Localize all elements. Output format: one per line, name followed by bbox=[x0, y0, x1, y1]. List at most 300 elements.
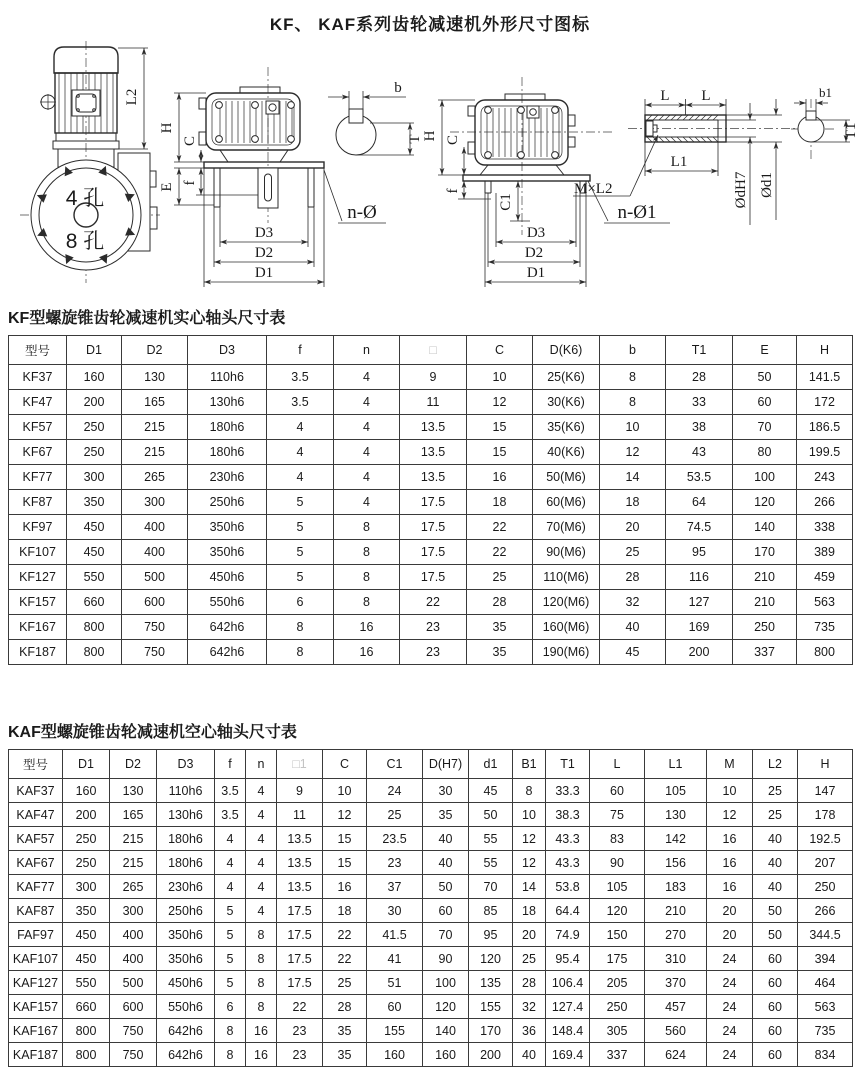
value-cell: 60 bbox=[753, 995, 798, 1019]
kaf-gearbox-side-view bbox=[422, 77, 670, 287]
value-cell: 370 bbox=[645, 971, 707, 995]
value-cell: 4 bbox=[215, 827, 246, 851]
value-cell: 165 bbox=[122, 390, 188, 415]
dim-h-label: H bbox=[159, 122, 175, 134]
value-cell: 563 bbox=[798, 995, 853, 1019]
value-cell: 350h6 bbox=[188, 515, 267, 540]
value-cell: 550h6 bbox=[157, 995, 215, 1019]
value-cell: 35 bbox=[323, 1043, 367, 1067]
table-row bbox=[9, 515, 853, 540]
value-cell: 4 bbox=[246, 851, 277, 875]
value-cell: 10 bbox=[600, 415, 666, 440]
value-cell: 90(M6) bbox=[533, 540, 600, 565]
table-row bbox=[9, 415, 853, 440]
value-cell: 8 bbox=[267, 640, 334, 665]
value-cell: 22 bbox=[277, 995, 323, 1019]
dim-d3-label: D3 bbox=[526, 225, 546, 241]
value-cell: 28 bbox=[513, 971, 546, 995]
value-cell: 210 bbox=[733, 565, 797, 590]
value-cell: 450h6 bbox=[157, 971, 215, 995]
value-cell: 250 bbox=[63, 851, 110, 875]
value-cell: 28 bbox=[600, 565, 666, 590]
value-cell: 60 bbox=[753, 947, 798, 971]
value-cell: 660 bbox=[67, 590, 122, 615]
table-row bbox=[9, 490, 853, 515]
value-cell: 40 bbox=[423, 827, 469, 851]
value-cell: 4 bbox=[334, 415, 400, 440]
value-cell: 20 bbox=[513, 923, 546, 947]
value-cell: 8 bbox=[334, 590, 400, 615]
model-cell: KF167 bbox=[9, 615, 67, 640]
value-cell: 215 bbox=[122, 415, 188, 440]
value-cell: 147 bbox=[798, 779, 853, 803]
flange-holes-8-label: 8 孔 bbox=[65, 230, 105, 253]
value-cell: 74.9 bbox=[546, 923, 590, 947]
value-cell: 100 bbox=[423, 971, 469, 995]
value-cell: 116 bbox=[666, 565, 733, 590]
value-cell: 4 bbox=[215, 851, 246, 875]
dim-d3-label: D3 bbox=[254, 225, 274, 241]
value-cell: 266 bbox=[798, 899, 853, 923]
value-cell: 127 bbox=[666, 590, 733, 615]
value-cell: 45 bbox=[600, 640, 666, 665]
value-cell: 250 bbox=[733, 615, 797, 640]
column-header: □ bbox=[400, 336, 467, 365]
value-cell: 9 bbox=[277, 779, 323, 803]
value-cell: 170 bbox=[733, 540, 797, 565]
value-cell: 800 bbox=[63, 1019, 110, 1043]
column-header: L bbox=[590, 750, 645, 779]
value-cell: 18 bbox=[600, 490, 666, 515]
column-header: D2 bbox=[122, 336, 188, 365]
value-cell: 9 bbox=[400, 365, 467, 390]
value-cell: 120 bbox=[423, 995, 469, 1019]
table-row bbox=[9, 923, 853, 947]
column-header: M bbox=[707, 750, 753, 779]
value-cell: 800 bbox=[797, 640, 853, 665]
column-header: f bbox=[267, 336, 334, 365]
value-cell: 106.4 bbox=[546, 971, 590, 995]
value-cell: 660 bbox=[63, 995, 110, 1019]
value-cell: 160 bbox=[67, 365, 122, 390]
value-cell: 50 bbox=[753, 899, 798, 923]
column-header: E bbox=[733, 336, 797, 365]
table-row bbox=[9, 540, 853, 565]
value-cell: 30 bbox=[367, 899, 423, 923]
value-cell: 24 bbox=[707, 971, 753, 995]
column-header: D(K6) bbox=[533, 336, 600, 365]
value-cell: 450h6 bbox=[188, 565, 267, 590]
value-cell: 135 bbox=[469, 971, 513, 995]
dimension-diagram bbox=[8, 35, 860, 303]
value-cell: 15 bbox=[323, 827, 367, 851]
value-cell: 5 bbox=[267, 490, 334, 515]
value-cell: 23.5 bbox=[367, 827, 423, 851]
value-cell: 750 bbox=[122, 640, 188, 665]
dim-n-phi1-label: n-Ø1 bbox=[617, 202, 657, 223]
value-cell: 250 bbox=[67, 440, 122, 465]
value-cell: 200 bbox=[469, 1043, 513, 1067]
value-cell: 550 bbox=[63, 971, 110, 995]
value-cell: 141.5 bbox=[797, 365, 853, 390]
value-cell: 15 bbox=[323, 851, 367, 875]
model-cell: KAF67 bbox=[9, 851, 63, 875]
model-cell: KF127 bbox=[9, 565, 67, 590]
value-cell: 230h6 bbox=[157, 875, 215, 899]
kf-table-title: KF型螺旋锥齿轮减速机实心轴头尺寸表 bbox=[8, 310, 286, 327]
value-cell: 12 bbox=[600, 440, 666, 465]
model-cell: KF107 bbox=[9, 540, 67, 565]
dim-f-label: f bbox=[445, 188, 461, 194]
value-cell: 160 bbox=[423, 1043, 469, 1067]
value-cell: 95 bbox=[666, 540, 733, 565]
value-cell: 60 bbox=[423, 899, 469, 923]
value-cell: 3.5 bbox=[267, 365, 334, 390]
value-cell: 4 bbox=[246, 875, 277, 899]
value-cell: 110(M6) bbox=[533, 565, 600, 590]
value-cell: 148.4 bbox=[546, 1019, 590, 1043]
table-row bbox=[9, 899, 853, 923]
value-cell: 23 bbox=[367, 851, 423, 875]
value-cell: 110h6 bbox=[188, 365, 267, 390]
value-cell: 250 bbox=[67, 415, 122, 440]
value-cell: 400 bbox=[122, 540, 188, 565]
value-cell: 12 bbox=[513, 827, 546, 851]
value-cell: 200 bbox=[666, 640, 733, 665]
page-title: KF、 KAF系列齿轮减速机外形尺寸图标 bbox=[269, 15, 591, 34]
table-row bbox=[9, 640, 853, 665]
value-cell: 35 bbox=[467, 615, 533, 640]
value-cell: 60 bbox=[753, 1019, 798, 1043]
value-cell: 394 bbox=[798, 947, 853, 971]
value-cell: 200 bbox=[63, 803, 110, 827]
value-cell: 55 bbox=[469, 851, 513, 875]
dim-c-label: C bbox=[182, 135, 198, 147]
value-cell: 55 bbox=[469, 827, 513, 851]
value-cell: 16 bbox=[467, 465, 533, 490]
value-cell: 25(K6) bbox=[533, 365, 600, 390]
table-row bbox=[9, 365, 853, 390]
value-cell: 205 bbox=[590, 971, 645, 995]
value-cell: 8 bbox=[600, 390, 666, 415]
value-cell: 338 bbox=[797, 515, 853, 540]
table-row bbox=[9, 947, 853, 971]
value-cell: 4 bbox=[267, 440, 334, 465]
value-cell: 120 bbox=[733, 490, 797, 515]
value-cell: 10 bbox=[513, 803, 546, 827]
model-cell: KAF47 bbox=[9, 803, 63, 827]
value-cell: 180h6 bbox=[157, 827, 215, 851]
value-cell: 344.5 bbox=[798, 923, 853, 947]
dim-c-label: C bbox=[445, 134, 461, 146]
value-cell: 30(K6) bbox=[533, 390, 600, 415]
value-cell: 175 bbox=[590, 947, 645, 971]
value-cell: 4 bbox=[334, 390, 400, 415]
value-cell: 210 bbox=[645, 899, 707, 923]
value-cell: 40 bbox=[753, 875, 798, 899]
value-cell: 43.3 bbox=[546, 827, 590, 851]
value-cell: 13.5 bbox=[277, 875, 323, 899]
value-cell: 17.5 bbox=[400, 565, 467, 590]
value-cell: 180h6 bbox=[157, 851, 215, 875]
model-cell: KAF127 bbox=[9, 971, 63, 995]
table-row bbox=[9, 875, 853, 899]
column-header: B1 bbox=[513, 750, 546, 779]
value-cell: 400 bbox=[110, 947, 157, 971]
value-cell: 33 bbox=[666, 390, 733, 415]
value-cell: 160 bbox=[367, 1043, 423, 1067]
value-cell: 18 bbox=[323, 899, 367, 923]
value-cell: 10 bbox=[467, 365, 533, 390]
value-cell: 4 bbox=[267, 415, 334, 440]
value-cell: 4 bbox=[246, 779, 277, 803]
value-cell: 16 bbox=[246, 1043, 277, 1067]
value-cell: 215 bbox=[122, 440, 188, 465]
value-cell: 8 bbox=[513, 779, 546, 803]
kf-dimension-table bbox=[8, 335, 853, 665]
value-cell: 17.5 bbox=[400, 540, 467, 565]
kaf-dimension-table bbox=[8, 749, 853, 1067]
value-cell: 169.4 bbox=[546, 1043, 590, 1067]
value-cell: 215 bbox=[110, 851, 157, 875]
value-cell: 50 bbox=[469, 803, 513, 827]
hollow-shaft-view bbox=[573, 88, 798, 225]
value-cell: 243 bbox=[797, 465, 853, 490]
table-row bbox=[9, 971, 853, 995]
model-cell: KF37 bbox=[9, 365, 67, 390]
value-cell: 16 bbox=[334, 640, 400, 665]
value-cell: 5 bbox=[215, 971, 246, 995]
value-cell: 160(M6) bbox=[533, 615, 600, 640]
value-cell: 22 bbox=[323, 923, 367, 947]
value-cell: 70 bbox=[469, 875, 513, 899]
value-cell: 13.5 bbox=[400, 440, 467, 465]
value-cell: 18 bbox=[513, 899, 546, 923]
column-header: H bbox=[797, 336, 853, 365]
value-cell: 64 bbox=[666, 490, 733, 515]
value-cell: 180h6 bbox=[188, 440, 267, 465]
value-cell: 16 bbox=[323, 875, 367, 899]
value-cell: 25 bbox=[513, 947, 546, 971]
value-cell: 600 bbox=[122, 590, 188, 615]
table-row bbox=[9, 803, 853, 827]
value-cell: 25 bbox=[467, 565, 533, 590]
value-cell: 300 bbox=[67, 465, 122, 490]
value-cell: 100 bbox=[733, 465, 797, 490]
value-cell: 80 bbox=[733, 440, 797, 465]
value-cell: 8 bbox=[246, 971, 277, 995]
value-cell: 22 bbox=[467, 515, 533, 540]
table-row bbox=[9, 1019, 853, 1043]
value-cell: 5 bbox=[215, 947, 246, 971]
value-cell: 4 bbox=[267, 465, 334, 490]
value-cell: 28 bbox=[323, 995, 367, 1019]
value-cell: 22 bbox=[400, 590, 467, 615]
model-cell: KAF107 bbox=[9, 947, 63, 971]
value-cell: 250h6 bbox=[188, 490, 267, 515]
model-cell: KAF87 bbox=[9, 899, 63, 923]
model-cell: KAF37 bbox=[9, 779, 63, 803]
value-cell: 750 bbox=[122, 615, 188, 640]
value-cell: 13.5 bbox=[400, 415, 467, 440]
value-cell: 4 bbox=[334, 490, 400, 515]
value-cell: 16 bbox=[246, 1019, 277, 1043]
value-cell: 24 bbox=[707, 1019, 753, 1043]
value-cell: 266 bbox=[797, 490, 853, 515]
value-cell: 250h6 bbox=[157, 899, 215, 923]
column-header: D2 bbox=[110, 750, 157, 779]
dim-l-right-label: L bbox=[701, 88, 711, 104]
value-cell: 105 bbox=[590, 875, 645, 899]
value-cell: 60 bbox=[733, 390, 797, 415]
value-cell: 22 bbox=[467, 540, 533, 565]
value-cell: 33.3 bbox=[546, 779, 590, 803]
solid-shaft-section bbox=[328, 80, 423, 155]
table-row bbox=[9, 390, 853, 415]
value-cell: 155 bbox=[469, 995, 513, 1019]
value-cell: 13.5 bbox=[277, 827, 323, 851]
value-cell: 4 bbox=[246, 827, 277, 851]
value-cell: 75 bbox=[590, 803, 645, 827]
value-cell: 140 bbox=[733, 515, 797, 540]
value-cell: 120(M6) bbox=[533, 590, 600, 615]
value-cell: 160 bbox=[63, 779, 110, 803]
value-cell: 11 bbox=[400, 390, 467, 415]
value-cell: 32 bbox=[513, 995, 546, 1019]
value-cell: 60 bbox=[753, 971, 798, 995]
dim-d2-label: D2 bbox=[524, 245, 544, 261]
model-cell: KAF187 bbox=[9, 1043, 63, 1067]
model-cell: KAF167 bbox=[9, 1019, 63, 1043]
value-cell: 35 bbox=[423, 803, 469, 827]
value-cell: 50(M6) bbox=[533, 465, 600, 490]
value-cell: 60 bbox=[753, 1043, 798, 1067]
value-cell: 500 bbox=[122, 565, 188, 590]
value-cell: 90 bbox=[590, 851, 645, 875]
value-cell: 16 bbox=[334, 615, 400, 640]
value-cell: 16 bbox=[707, 875, 753, 899]
model-cell: FAF97 bbox=[9, 923, 63, 947]
value-cell: 8 bbox=[334, 515, 400, 540]
table-row bbox=[9, 590, 853, 615]
column-header: f bbox=[215, 750, 246, 779]
value-cell: 14 bbox=[513, 875, 546, 899]
value-cell: 32 bbox=[600, 590, 666, 615]
value-cell: 5 bbox=[267, 540, 334, 565]
value-cell: 563 bbox=[797, 590, 853, 615]
table-row bbox=[9, 565, 853, 590]
table-row bbox=[9, 440, 853, 465]
value-cell: 642h6 bbox=[157, 1019, 215, 1043]
value-cell: 192.5 bbox=[798, 827, 853, 851]
value-cell: 130 bbox=[645, 803, 707, 827]
dim-b1-label: b1 bbox=[819, 85, 832, 100]
value-cell: 600 bbox=[110, 995, 157, 1019]
value-cell: 5 bbox=[215, 923, 246, 947]
value-cell: 350h6 bbox=[157, 947, 215, 971]
value-cell: 350 bbox=[63, 899, 110, 923]
value-cell: 37 bbox=[367, 875, 423, 899]
column-header: H bbox=[798, 750, 853, 779]
value-cell: 60 bbox=[590, 779, 645, 803]
value-cell: 40 bbox=[513, 1043, 546, 1067]
value-cell: 450 bbox=[63, 923, 110, 947]
hollow-shaft-section bbox=[791, 85, 859, 159]
value-cell: 43.3 bbox=[546, 851, 590, 875]
value-cell: 459 bbox=[797, 565, 853, 590]
kaf-table-title: KAF型螺旋锥齿轮减速机空心轴头尺寸表 bbox=[8, 724, 297, 741]
value-cell: 300 bbox=[110, 899, 157, 923]
value-cell: 45 bbox=[469, 779, 513, 803]
value-cell: 215 bbox=[110, 827, 157, 851]
model-cell: KAF57 bbox=[9, 827, 63, 851]
model-cell: KAF157 bbox=[9, 995, 63, 1019]
value-cell: 120 bbox=[590, 899, 645, 923]
model-cell: KF97 bbox=[9, 515, 67, 540]
value-cell: 25 bbox=[323, 971, 367, 995]
value-cell: 230h6 bbox=[188, 465, 267, 490]
value-cell: 183 bbox=[645, 875, 707, 899]
value-cell: 50 bbox=[753, 923, 798, 947]
column-header: C1 bbox=[367, 750, 423, 779]
value-cell: 5 bbox=[215, 899, 246, 923]
value-cell: 450 bbox=[67, 515, 122, 540]
value-cell: 4 bbox=[334, 365, 400, 390]
value-cell: 12 bbox=[707, 803, 753, 827]
value-cell: 95 bbox=[469, 923, 513, 947]
column-header: T1 bbox=[546, 750, 590, 779]
value-cell: 12 bbox=[323, 803, 367, 827]
value-cell: 50 bbox=[733, 365, 797, 390]
column-header: C bbox=[323, 750, 367, 779]
flange-holes-4-label: 4 孔 bbox=[65, 187, 105, 210]
value-cell: 560 bbox=[645, 1019, 707, 1043]
value-cell: 642h6 bbox=[188, 640, 267, 665]
value-cell: 18 bbox=[467, 490, 533, 515]
value-cell: 156 bbox=[645, 851, 707, 875]
value-cell: 5 bbox=[267, 515, 334, 540]
table-row bbox=[9, 779, 853, 803]
value-cell: 130 bbox=[122, 365, 188, 390]
value-cell: 41.5 bbox=[367, 923, 423, 947]
value-cell: 642h6 bbox=[157, 1043, 215, 1067]
value-cell: 70(M6) bbox=[533, 515, 600, 540]
model-cell: KF47 bbox=[9, 390, 67, 415]
value-cell: 8 bbox=[246, 995, 277, 1019]
value-cell: 642h6 bbox=[188, 615, 267, 640]
dim-l1-label: L1 bbox=[670, 154, 688, 170]
value-cell: 12 bbox=[467, 390, 533, 415]
value-cell: 10 bbox=[323, 779, 367, 803]
value-cell: 250 bbox=[63, 827, 110, 851]
value-cell: 265 bbox=[122, 465, 188, 490]
dim-phi-dh7-label: ØdH7 bbox=[733, 171, 749, 209]
model-cell: KF87 bbox=[9, 490, 67, 515]
value-cell: 550h6 bbox=[188, 590, 267, 615]
model-cell: KF67 bbox=[9, 440, 67, 465]
value-cell: 43 bbox=[666, 440, 733, 465]
value-cell: 178 bbox=[798, 803, 853, 827]
value-cell: 23 bbox=[277, 1043, 323, 1067]
value-cell: 130h6 bbox=[157, 803, 215, 827]
column-header: 型号 bbox=[9, 336, 67, 365]
value-cell: 464 bbox=[798, 971, 853, 995]
value-cell: 25 bbox=[753, 779, 798, 803]
value-cell: 17.5 bbox=[277, 947, 323, 971]
value-cell: 350h6 bbox=[157, 923, 215, 947]
value-cell: 750 bbox=[110, 1043, 157, 1067]
value-cell: 200 bbox=[67, 390, 122, 415]
